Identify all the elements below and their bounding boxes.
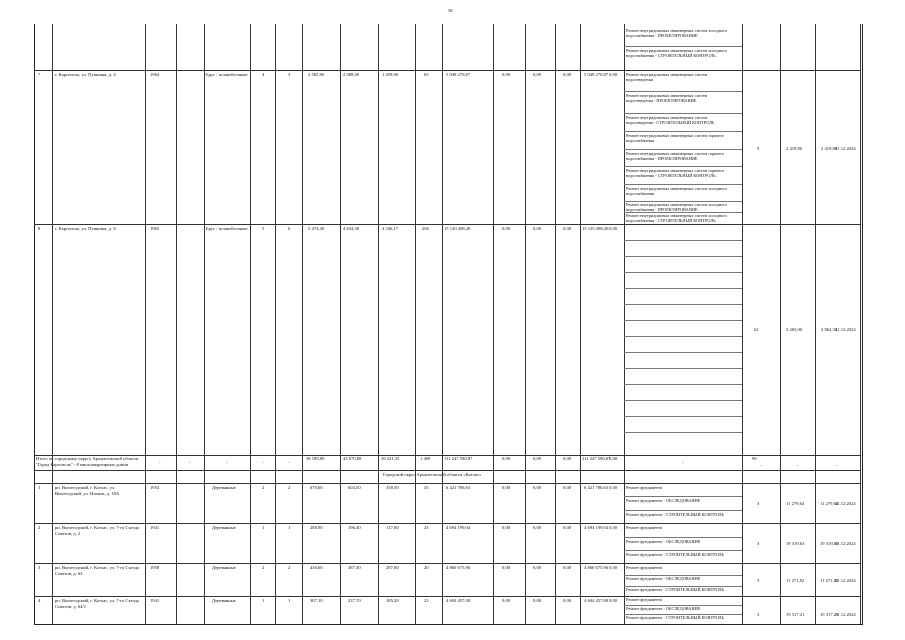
area-total: 307,10 xyxy=(310,598,323,603)
entrances: 3 xyxy=(288,72,291,77)
cost-region: 0,00 xyxy=(533,598,542,603)
cost-local: 0,00 xyxy=(563,598,572,603)
cost-local: 0,00 xyxy=(563,72,572,77)
unit-cost-limit: 11 271,82 xyxy=(820,578,839,583)
page-number: 38 xyxy=(448,8,453,13)
total-cost-fund: 0,00 xyxy=(502,456,511,461)
completion-date: 31.12.2024 xyxy=(835,612,856,617)
row-number: 2 xyxy=(38,525,41,530)
work-item: Ремонт внутридомовых инженерных систем горячего водоснабжения - СТРОИТЕЛЬНЫЙ КОНТРОЛЬ xyxy=(626,168,725,179)
cost-region: 0,00 xyxy=(533,565,542,570)
period-count: 9 xyxy=(757,146,760,151)
total-dash: - xyxy=(836,463,838,468)
cost-owners: 4 604 457,08 xyxy=(584,598,609,603)
area-total: 288,90 xyxy=(310,525,323,530)
entrances: 6 xyxy=(288,226,291,231)
wall-material: Брус / шлакоблочные xyxy=(206,72,248,77)
entrances: 1 xyxy=(288,598,291,603)
cost-other: 0,00 xyxy=(609,525,618,530)
total-dash: - xyxy=(262,460,264,465)
completion-date: 31.12.2024 xyxy=(835,146,856,151)
work-item: Ремонт внутридомовых инженерных систем водоотведения - СТРОИТЕЛЬНЫЙ КОНТРОЛЬ xyxy=(626,115,715,126)
cost-local: 0,00 xyxy=(563,226,572,231)
period-count: 3 xyxy=(757,541,760,546)
work-item xyxy=(626,418,734,431)
cost-owners: 4 860 675,96 xyxy=(584,565,609,570)
floors: 2 xyxy=(262,485,265,490)
work-item: Ремонт фундамента - ОБСЛЕДОВАНИЕ xyxy=(626,498,701,503)
cost-other: 0,00 xyxy=(609,598,618,603)
cost-other: 0,00 xyxy=(609,485,618,490)
row-number: 3 xyxy=(38,565,41,570)
area-residential: 137,80 xyxy=(386,525,399,530)
total-dash: - xyxy=(760,463,762,468)
period-count: 3 xyxy=(757,578,760,583)
work-item: Ремонт внутридомовых инженерных систем водоотведения - ПРОЕКТИРОВАНИЕ xyxy=(626,93,708,104)
completion-date: 31.12.2024 xyxy=(835,578,856,583)
residents: 206 xyxy=(422,226,429,231)
total-label: Итого по городскому округу Архангельской области "Город Каргополь" - 8 многоквартирных домов xyxy=(36,456,139,467)
cost-region: 0,00 xyxy=(533,72,542,77)
area-living: 196,40 xyxy=(348,525,361,530)
period-count: 3 xyxy=(757,501,760,506)
work-item: Ремонт фундамента - СТРОИТЕЛЬНЫЙ КОНТРОЛЬ xyxy=(626,587,724,592)
cost-total: 4 694 199,04 xyxy=(446,525,471,530)
work-item: Ремонт внутридомовых инженерных систем холодного водоснабжения - СТРОИТЕЛЬНЫЙ КОНТРОЛЬ xyxy=(626,48,728,59)
work-item xyxy=(626,434,734,443)
entrances: 1 xyxy=(288,525,291,530)
unit-cost: 3 265,00 xyxy=(786,327,803,332)
cost-total: 4 860 675,96 xyxy=(446,565,471,570)
cost-region: 0,00 xyxy=(533,525,542,530)
address: рп. Вычегодский, г. Котлас, ул. 7-го Съезда Советов, д. 64/1 xyxy=(55,598,139,609)
residents: 23 xyxy=(424,598,429,603)
cost-owners: 15 120 288,28 xyxy=(582,226,609,231)
cost-local: 0,00 xyxy=(563,565,572,570)
area-residential: 358,50 xyxy=(386,485,399,490)
address: рп. Вычегодский, г. Котлас, ул. 7-го Съезда Советов, д. 2 xyxy=(55,525,139,536)
residents: 20 xyxy=(424,565,429,570)
area-total: 430,60 xyxy=(310,565,323,570)
total-cost-local: 0,00 xyxy=(563,456,572,461)
row-number: 7 xyxy=(38,72,41,77)
row-number: 4 xyxy=(38,598,41,603)
area-total: 2 565,80 xyxy=(308,72,325,77)
work-item: Ремонт внутридомовых инженерных систем холодного водоснабжения xyxy=(626,186,728,197)
work-item: Ремонт внутридомовых инженерных систем горячего водоснабжения - ПРОЕКТИРОВАНИЕ xyxy=(626,151,725,162)
total-dash: - xyxy=(226,460,228,465)
entrances: 2 xyxy=(288,565,291,570)
area-residential: 287,80 xyxy=(386,565,399,570)
row-number: 8 xyxy=(38,226,41,231)
work-item: Ремонт фундамента xyxy=(626,565,663,570)
area-living: 237,70 xyxy=(348,598,361,603)
cost-total: 15 120 288,28 xyxy=(444,226,471,231)
year: 1941 xyxy=(150,525,160,530)
wall-material: Деревянные xyxy=(212,485,236,490)
work-item xyxy=(626,274,734,287)
cost-total: 6 421 786,63 xyxy=(446,485,471,490)
floors: 5 xyxy=(262,226,265,231)
completion-date: 31.12.2024 xyxy=(835,541,856,546)
cost-other: 0,00 xyxy=(609,226,618,231)
row-divider xyxy=(624,605,742,606)
work-item xyxy=(626,402,734,415)
total-cost-owners: 111 247 590,87 xyxy=(582,456,611,461)
work-item: Ремонт фундамента - ОБСЛЕДОВАНИЕ xyxy=(626,539,701,544)
cost-total: 4 604 457,08 xyxy=(446,598,471,603)
year: 1965 xyxy=(150,226,160,231)
area-living: 4 634,30 xyxy=(343,226,360,231)
total-period-count: 99 xyxy=(752,456,757,461)
unit-cost-limit: 2 862,34 xyxy=(821,327,838,332)
total-dash: - xyxy=(797,463,799,468)
address: г. Каргополь, ул. Пушкина, д. 4 xyxy=(55,72,116,77)
cost-fund: 0,00 xyxy=(502,565,511,570)
register-table xyxy=(34,24,863,625)
work-item: Ремонт фундамента - СТРОИТЕЛЬНЫЙ КОНТРОЛЬ xyxy=(626,552,724,557)
entrances: 2 xyxy=(288,485,291,490)
total-dash: - xyxy=(682,460,684,465)
total-dash: - xyxy=(189,460,191,465)
completion-date: 31.12.2024 xyxy=(835,501,856,506)
work-item: Ремонт фундамента - ОБСЛЕДОВАНИЕ xyxy=(626,576,701,581)
area-total: 5 474,40 xyxy=(308,226,325,231)
wall-material: Брус / шлакоблочные xyxy=(206,226,248,231)
cost-fund: 0,00 xyxy=(502,72,511,77)
work-item: Ремонт внутридомовых инженерных систем горячего водоснабжения xyxy=(626,133,725,144)
work-item: Ремонт фундамента xyxy=(626,485,663,490)
unit-cost: 11 279,64 xyxy=(786,501,805,506)
cost-owners: 4 694 199,04 xyxy=(584,525,609,530)
cost-local: 0,00 xyxy=(563,525,572,530)
address: рп. Вычегодский, г. Котлас, ул. 7-го Съезда Советов, д. 63 xyxy=(55,565,139,576)
total-residents: 1 469 xyxy=(420,456,431,461)
work-item xyxy=(626,354,734,367)
year: 1958 xyxy=(150,565,160,570)
cost-fund: 0,00 xyxy=(502,525,511,530)
wall-material: Деревянные xyxy=(212,565,236,570)
total-area-living: 43 670,88 xyxy=(343,456,362,461)
year: 1964 xyxy=(150,72,160,77)
total-dash: - xyxy=(159,460,161,465)
period-count: 3 xyxy=(757,612,760,617)
work-item: Ремонт фундамента - СТРОИТЕЛЬНЫЙ КОНТРОЛЬ xyxy=(626,512,724,517)
area-residential: 4 336,17 xyxy=(382,226,399,231)
unit-cost: 2 419,86 xyxy=(786,146,803,151)
floors: 4 xyxy=(262,72,265,77)
unit-cost-limit: 19 319,63 xyxy=(820,541,839,546)
residents: 23 xyxy=(424,525,429,530)
year: 1954 xyxy=(150,485,160,490)
total-cost-region: 0,00 xyxy=(533,456,542,461)
total-area-total: 38 189,80 xyxy=(306,456,325,461)
work-item: Ремонт фундамента - СТРОИТЕЛЬНЫЙ КОНТРОЛЬ xyxy=(626,615,724,620)
work-item xyxy=(626,290,734,303)
cost-region: 0,00 xyxy=(533,485,542,490)
total-cost: 111 247 590,87 xyxy=(444,456,473,461)
cost-owners: 6 421 786,63 xyxy=(584,485,609,490)
work-item xyxy=(626,338,734,351)
row-number: 1 xyxy=(38,485,41,490)
work-item xyxy=(626,226,734,239)
section-heading: Городской округ Архангельской области «Котлас» xyxy=(383,472,482,477)
residents: 35 xyxy=(424,485,429,490)
total-area-residential: 29 221,35 xyxy=(381,456,400,461)
cost-total: 5 049 270,87 xyxy=(446,72,471,77)
period-count: 62 xyxy=(754,327,759,332)
work-item xyxy=(626,242,734,255)
floors: 1 xyxy=(262,525,265,530)
cost-other: 0,00 xyxy=(609,72,618,77)
year: 1941 xyxy=(150,598,160,603)
cost-fund: 0,00 xyxy=(502,598,511,603)
work-item xyxy=(626,370,734,383)
completion-date: 31.12.2024 xyxy=(835,327,856,332)
work-item xyxy=(626,444,734,454)
work-item xyxy=(626,258,734,271)
cost-owners: 5 049 270,87 xyxy=(584,72,609,77)
work-item xyxy=(626,306,734,319)
residents: 65 xyxy=(424,72,429,77)
work-item xyxy=(626,322,734,335)
unit-cost: 11 271,82 xyxy=(786,578,805,583)
address: г. Каргополь, ул. Пушкина, д. 8 xyxy=(55,226,116,231)
address: рп. Вычегодский, г. Котлас, ул. Вычегодский, ул. Ильича, д. 18А xyxy=(55,485,120,496)
unit-cost: 19 319,63 xyxy=(786,541,805,546)
work-item: Ремонт фундамента xyxy=(626,525,663,530)
work-item xyxy=(626,386,734,399)
floors: 1 xyxy=(262,598,265,603)
unit-cost-limit: 11 279,64 xyxy=(820,501,839,506)
cost-fund: 0,00 xyxy=(502,485,511,490)
work-item: Ремонт внутридомовых инженерных систем холодного водоснабжения - ПРОЕКТИРОВАНИЕ xyxy=(626,28,728,39)
cost-other: 0,00 xyxy=(609,565,618,570)
wall-material: Деревянные xyxy=(212,525,236,530)
row-divider xyxy=(624,614,742,615)
work-item: Ремонт фундамента - ОБСЛЕДОВАНИЕ xyxy=(626,606,701,611)
floors: 2 xyxy=(262,565,265,570)
area-living: 604,50 xyxy=(348,485,361,490)
cost-fund: 0,00 xyxy=(502,226,511,231)
wall-material: Деревянные xyxy=(212,598,236,603)
work-item: Ремонт внутридомовых инженерных систем водоотведения xyxy=(626,72,708,83)
work-item: Ремонт внутридомовых инженерных систем холодного водоснабжения - ПРОЕКТИРОВАНИЕ xyxy=(626,202,728,212)
total-cost-other: 0,00 xyxy=(609,456,618,461)
work-item: Ремонт фундамента xyxy=(626,597,663,602)
area-living: 2 088,00 xyxy=(343,72,360,77)
unit-cost-limit: 2 419,86 xyxy=(821,146,838,151)
area-living: 387,30 xyxy=(348,565,361,570)
cost-local: 0,00 xyxy=(563,485,572,490)
area-residential: 185,20 xyxy=(386,598,399,603)
area-total: 670,60 xyxy=(310,485,323,490)
work-item: Ремонт внутридомовых инженерных систем холодного водоснабжения - СТРОИТЕЛЬНЫЙ КОНТРОЛЬ xyxy=(626,213,728,223)
area-residential: 1 459,00 xyxy=(382,72,399,77)
unit-cost-limit: 19 317,21 xyxy=(820,612,839,617)
total-dash: - xyxy=(288,460,290,465)
cost-region: 0,00 xyxy=(533,226,542,231)
unit-cost: 19 317,21 xyxy=(786,612,805,617)
